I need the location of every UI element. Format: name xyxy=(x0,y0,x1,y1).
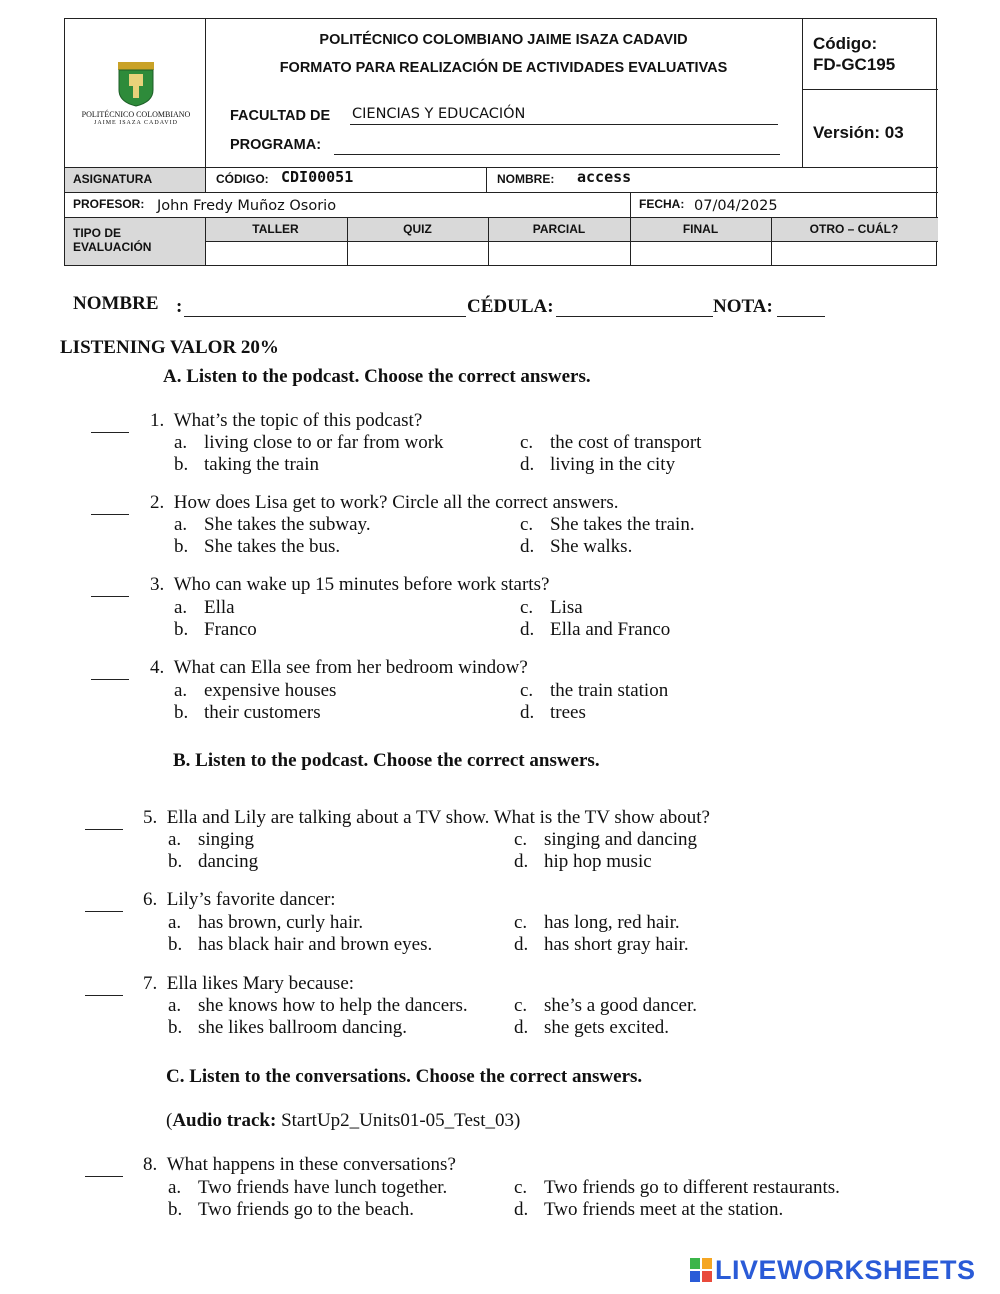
q5-option-c[interactable]: c. singing and dancing xyxy=(514,829,698,850)
answer-blank-q1[interactable] xyxy=(91,414,129,433)
tipo-quiz: QUIZ xyxy=(403,222,432,236)
q7-text: Ella likes Mary because: xyxy=(166,973,355,994)
question-1 xyxy=(150,410,422,432)
answer-blank-q5[interactable] xyxy=(85,811,123,830)
question-7 xyxy=(143,973,354,995)
question-3 xyxy=(150,574,549,596)
institution-title: POLITÉCNICO COLOMBIANO JAIME ISAZA CADAVID xyxy=(319,32,688,48)
liveworksheets-watermark xyxy=(690,1253,976,1287)
section-title: LISTENING VALOR 20% xyxy=(60,337,279,358)
tipo-final: FINAL xyxy=(682,222,719,236)
facultad-label: FACULTAD DE xyxy=(230,108,331,124)
nota-label: NOTA: xyxy=(713,296,773,317)
q5-option-d[interactable]: d. hip hop music xyxy=(514,851,652,872)
q4-option-c[interactable]: c. the train station xyxy=(520,680,669,701)
facultad-underline xyxy=(350,106,778,125)
nota-field[interactable] xyxy=(777,296,825,317)
q2-option-d[interactable]: d. She walks. xyxy=(520,536,633,557)
codigo-asignatura-label: CÓDIGO: xyxy=(216,172,269,186)
question-6 xyxy=(143,889,336,911)
q3-option-a[interactable]: a. Ella xyxy=(174,597,235,618)
answer-blank-q7[interactable] xyxy=(85,977,123,996)
q8-number: 8. xyxy=(143,1154,158,1175)
codigo-value: FD-GC195 xyxy=(813,55,896,74)
q5-number: 5. xyxy=(143,807,158,828)
q2-number: 2. xyxy=(150,492,165,513)
programa-field[interactable] xyxy=(334,136,780,155)
tipo-otro: OTRO – CUÁL? xyxy=(809,222,899,236)
q1-option-c[interactable]: c. the cost of transport xyxy=(520,432,702,453)
q2-option-a[interactable]: a. She takes the subway. xyxy=(174,514,371,535)
q8-option-c[interactable]: c. Two friends go to different restaurants. xyxy=(514,1177,840,1198)
logo-text-line1: POLITÉCNICO COLOMBIANO xyxy=(81,110,191,119)
q4-option-a[interactable]: a. expensive houses xyxy=(174,680,337,701)
question-2 xyxy=(150,492,619,514)
logo-text-line2: JAIME ISAZA CADAVID xyxy=(94,120,178,126)
part-b-title: B. Listen to the podcast. Choose the correct answers. xyxy=(173,750,600,771)
question-4 xyxy=(150,657,528,679)
q7-option-c[interactable]: c. she’s a good dancer. xyxy=(514,995,698,1016)
question-5 xyxy=(143,807,710,829)
q3-option-c[interactable]: c. Lisa xyxy=(520,597,583,618)
q1-text: What’s the topic of this podcast? xyxy=(173,410,423,431)
asignatura-label: ASIGNATURA xyxy=(73,172,153,186)
q3-option-b[interactable]: b. Franco xyxy=(174,619,257,640)
facultad-value: CIENCIAS Y EDUCACIÓN xyxy=(352,106,526,122)
q6-option-a[interactable]: a. has brown, curly hair. xyxy=(168,912,364,933)
q5-option-a[interactable]: a. singing xyxy=(168,829,254,850)
institution-logo-icon xyxy=(116,60,156,108)
nombre-asignatura-value: access xyxy=(577,168,632,186)
q7-option-a[interactable]: a. she knows how to help the dancers. xyxy=(168,995,468,1016)
q2-text: How does Lisa get to work? Circle all the correct answers. xyxy=(173,492,619,513)
q4-number: 4. xyxy=(150,657,165,678)
codigo-asignatura-value: CDI00051 xyxy=(281,168,354,186)
liveworksheets-brand: LIVEWORKSHEETS xyxy=(715,1254,976,1285)
q1-option-d[interactable]: d. living in the city xyxy=(520,454,676,475)
q7-number: 7. xyxy=(143,973,158,994)
q4-option-d[interactable]: d. trees xyxy=(520,702,586,723)
cedula-label: CÉDULA: xyxy=(467,296,554,317)
q3-option-d[interactable]: d. Ella and Franco xyxy=(520,619,671,640)
q8-text: What happens in these conversations? xyxy=(166,1154,456,1175)
part-a-title: A. Listen to the podcast. Choose the correct answers. xyxy=(163,366,591,387)
q3-number: 3. xyxy=(150,574,165,595)
tipo-taller: TALLER xyxy=(252,222,299,236)
q1-option-b[interactable]: b. taking the train xyxy=(174,454,320,475)
tipo-parcial-cell[interactable] xyxy=(489,242,629,264)
q2-option-c[interactable]: c. She takes the train. xyxy=(520,514,695,535)
version-label: Versión: 03 xyxy=(813,123,904,142)
audio-track-value: StartUp2_Units01-05_Test_03) xyxy=(281,1110,521,1131)
q7-option-b[interactable]: b. she likes ballroom dancing. xyxy=(168,1017,407,1038)
answer-blank-q2[interactable] xyxy=(91,496,129,515)
part-c-title: C. Listen to the conversations. Choose the correct answers. xyxy=(166,1066,643,1087)
question-8 xyxy=(143,1154,456,1176)
q5-option-b[interactable]: b. dancing xyxy=(168,851,259,872)
q6-option-b[interactable]: b. has black hair and brown eyes. xyxy=(168,934,433,955)
q6-text: Lily’s favorite dancer: xyxy=(166,889,336,910)
fecha-value: 07/04/2025 xyxy=(694,198,778,214)
logo-caption xyxy=(70,110,202,128)
cedula-field[interactable] xyxy=(556,296,713,317)
answer-blank-q6[interactable] xyxy=(85,893,123,912)
liveworksheets-logo-icon xyxy=(690,1258,712,1282)
programa-label: PROGRAMA: xyxy=(230,137,322,153)
q8-option-d[interactable]: d. Two friends meet at the station. xyxy=(514,1199,784,1220)
answer-blank-q4[interactable] xyxy=(91,661,129,680)
q4-text: What can Ella see from her bedroom window? xyxy=(173,657,528,678)
q6-option-d[interactable]: d. has short gray hair. xyxy=(514,934,689,955)
tipo-final-cell[interactable] xyxy=(631,242,771,264)
answer-blank-q8[interactable] xyxy=(85,1158,123,1177)
q2-option-b[interactable]: b. She takes the bus. xyxy=(174,536,341,557)
tipo-label-line2: EVALUACIÓN xyxy=(73,240,152,254)
q5-text: Ella and Lily are talking about a TV show. What is the TV show about? xyxy=(166,807,710,828)
tipo-quiz-cell[interactable] xyxy=(348,242,488,264)
q1-number: 1. xyxy=(150,410,165,431)
student-name-field[interactable] xyxy=(184,296,466,317)
student-name-label: NOMBRE xyxy=(73,293,159,314)
audio-track xyxy=(166,1110,520,1132)
profesor-label: PROFESOR: xyxy=(73,197,145,211)
tipo-evaluacion-label xyxy=(73,226,151,254)
q1-option-a[interactable]: a. living close to or far from work xyxy=(174,432,444,453)
tipo-label-line1: TIPO DE xyxy=(73,226,122,240)
tipo-otro-cell[interactable] xyxy=(772,242,936,264)
q6-number: 6. xyxy=(143,889,158,910)
profesor-value: John Fredy Muñoz Osorio xyxy=(157,198,337,214)
answer-blank-q3[interactable] xyxy=(91,578,129,597)
codigo-label: Código: xyxy=(813,34,878,53)
q7-option-d[interactable]: d. she gets excited. xyxy=(514,1017,670,1038)
tipo-parcial: PARCIAL xyxy=(532,222,586,236)
audio-open-paren: ( xyxy=(166,1110,173,1131)
fecha-label: FECHA: xyxy=(639,197,685,211)
q4-option-b[interactable]: b. their customers xyxy=(174,702,321,723)
student-name-colon: : xyxy=(176,296,183,317)
q3-text: Who can wake up 15 minutes before work starts? xyxy=(173,574,550,595)
q6-option-c[interactable]: c. has long, red hair. xyxy=(514,912,680,933)
nombre-asignatura-label: NOMBRE: xyxy=(497,172,555,186)
q8-option-a[interactable]: a. Two friends have lunch together. xyxy=(168,1177,448,1198)
tipo-taller-cell[interactable] xyxy=(206,242,346,264)
format-title: FORMATO PARA REALIZACIÓN DE ACTIVIDADES EVALUATIVAS xyxy=(279,60,728,76)
audio-track-label: Audio track: xyxy=(172,1110,277,1131)
q8-option-b[interactable]: b. Two friends go to the beach. xyxy=(168,1199,415,1220)
